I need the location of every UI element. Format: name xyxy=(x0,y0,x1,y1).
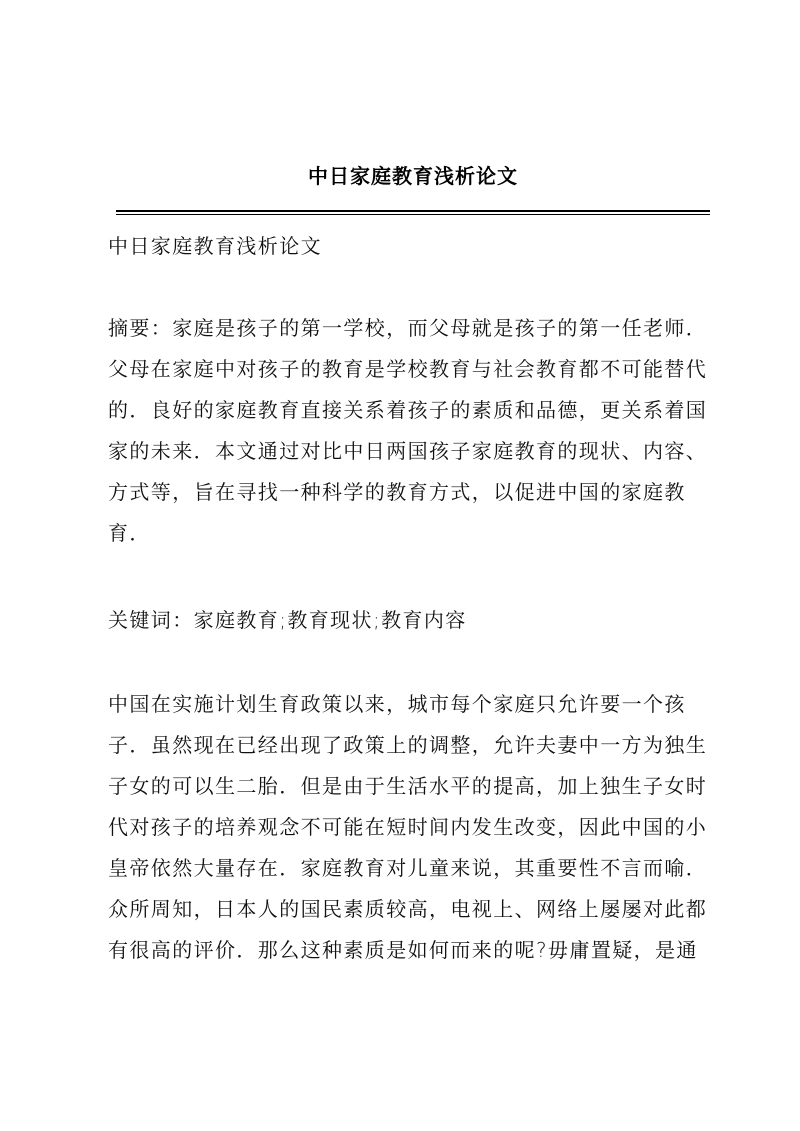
body-line: 皇帝依然大量存在．家庭教育对儿童来说，其重要性不言而喻． xyxy=(108,856,708,880)
abstract-line: 摘要：家庭是孩子的第一学校，而父母就是孩子的第一任老师． xyxy=(108,316,708,340)
body-line: 代对孩子的培养观念不可能在短时间内发生改变，因此中国的小 xyxy=(108,815,708,839)
abstract-line: 的．良好的家庭教育直接关系着孩子的素质和品德，更关系着国 xyxy=(108,398,708,422)
title-divider xyxy=(116,210,710,212)
abstract-line: 家的未来．本文通过对比中日两国孩子家庭教育的现状、内容、 xyxy=(108,439,708,463)
abstract-line: 方式等，旨在寻找一种科学的教育方式，以促进中国的家庭教 xyxy=(108,480,686,504)
body-paragraph xyxy=(108,684,708,971)
body-line: 众所周知，日本人的国民素质较高，电视上、网络上屡屡对此都 xyxy=(108,897,708,921)
body-line: 子．虽然现在已经出现了政策上的调整，允许夫妻中一方为独生 xyxy=(108,733,708,757)
body-line: 子女的可以生二胎．但是由于生活水平的提高，加上独生子女时 xyxy=(108,774,708,798)
document-title: 中日家庭教育浅析论文 xyxy=(308,164,518,188)
body-line: 有很高的评价．那么这种素质是如何而来的呢?毋庸置疑，是通 xyxy=(108,938,698,962)
body-line: 中国在实施计划生育政策以来，城市每个家庭只允许要一个孩 xyxy=(108,692,686,716)
abstract-paragraph xyxy=(108,308,708,554)
subtitle-line: 中日家庭教育浅析论文 xyxy=(108,234,322,258)
keywords-paragraph xyxy=(108,600,708,641)
keywords-line: 关键词：家庭教育;教育现状;教育内容 xyxy=(108,608,467,632)
abstract-line: 育． xyxy=(108,521,151,545)
abstract-line: 父母在家庭中对孩子的教育是学校教育与社会教育都不可能替代 xyxy=(108,357,708,381)
document-subtitle xyxy=(108,226,708,267)
title-divider-thin xyxy=(116,214,710,215)
